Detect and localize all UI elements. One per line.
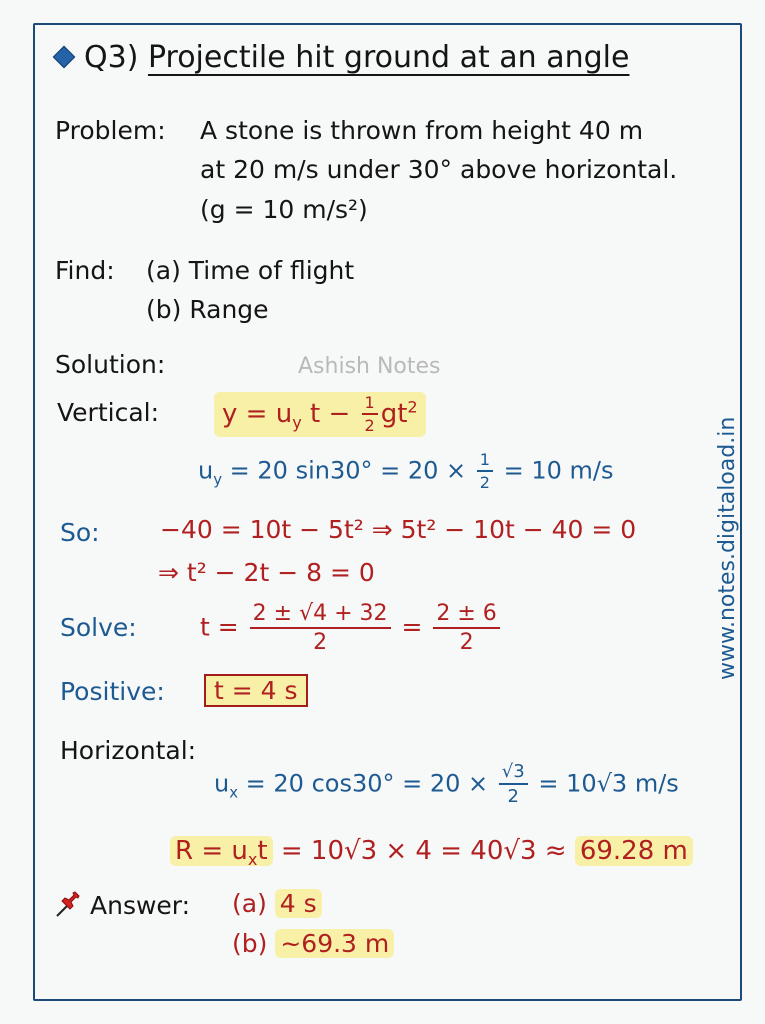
- time-result-box: t = 4 s: [204, 674, 308, 707]
- question-number: Q3): [84, 40, 139, 75]
- eq-sub: y: [213, 470, 223, 489]
- eq-part: t −: [310, 399, 351, 429]
- eq-part: u: [214, 769, 230, 798]
- solve-equation: [200, 603, 503, 654]
- answer-b-value: ~69.3 m: [275, 929, 394, 958]
- eq-part: = 20 sin30° = 20 ×: [229, 456, 467, 485]
- find-item-b: (b) Range: [146, 295, 269, 324]
- find-label: Find:: [55, 256, 115, 285]
- so-line-2: ⇒ t² − 2t − 8 = 0: [158, 558, 375, 587]
- pushpin-icon: [54, 889, 84, 925]
- horizontal-label: Horizontal:: [60, 736, 197, 765]
- so-label: So:: [60, 518, 100, 547]
- answer-a-value: 4 s: [275, 889, 322, 918]
- eq-part: u: [198, 456, 214, 485]
- eq-sub: x: [247, 850, 258, 870]
- frac-num: 1: [362, 395, 378, 415]
- answer-b: [232, 929, 394, 958]
- frac-num: √3: [499, 763, 528, 785]
- frac-den: 2: [507, 786, 519, 807]
- eq-sub: x: [229, 783, 239, 802]
- answer-b-label: (b): [232, 929, 268, 958]
- diamond-icon: [53, 45, 76, 68]
- eq-part: =: [401, 612, 423, 642]
- eq-part: t =: [200, 612, 239, 642]
- eq-part: R = u: [175, 836, 248, 866]
- find-item-a: (a) Time of flight: [146, 256, 355, 285]
- ux-equation: [214, 763, 679, 806]
- eq-sup: 2: [407, 397, 418, 417]
- eq-part: = 10√3 m/s: [538, 769, 679, 798]
- vertical-label: Vertical:: [57, 398, 160, 427]
- vertical-equation: [214, 392, 426, 437]
- problem-line-1: A stone is thrown from height 40 m: [200, 116, 644, 145]
- solution-label: Solution:: [55, 350, 166, 379]
- range-formula-highlight: [170, 836, 273, 870]
- eq-part: gt: [380, 399, 408, 429]
- watermark: Ashish Notes: [298, 354, 441, 379]
- range-equation: [170, 836, 693, 869]
- frac-den: 2: [479, 473, 490, 492]
- answer-a-label: (a): [232, 889, 267, 918]
- fraction-half: [477, 452, 493, 491]
- eq-part: = 10 m/s: [503, 456, 614, 485]
- problem-line-2: at 20 m/s under 30° above horizontal.: [200, 155, 678, 184]
- range-value-highlight: 69.28 m: [575, 836, 693, 866]
- frac-num: 2 ± √4 + 32: [250, 603, 391, 629]
- question-title-text: Projectile hit ground at an angle: [147, 40, 630, 75]
- answer-row: [54, 889, 190, 925]
- eq-part: = 10√3 × 4 = 40√3 ≈: [280, 836, 567, 866]
- problem-line-3: (g = 10 m/s²): [200, 195, 368, 224]
- so-line-1: −40 = 10t − 5t² ⇒ 5t² − 10t − 40 = 0: [160, 515, 637, 544]
- simplified-fraction: [433, 603, 499, 654]
- quadratic-fraction: [250, 603, 391, 654]
- positive-label: Positive:: [60, 677, 165, 706]
- frac-den: 2: [313, 630, 328, 655]
- uy-equation: [198, 452, 614, 491]
- problem-label: Problem:: [55, 116, 166, 145]
- frac-den: 2: [364, 416, 375, 435]
- answer-label: Answer:: [90, 891, 191, 920]
- question-title: [52, 40, 629, 75]
- fraction-half: [362, 395, 378, 434]
- eq-part: = 20 cos30° = 20 ×: [245, 769, 489, 798]
- answer-a: [232, 889, 322, 918]
- sqrt3-over-2: [499, 763, 528, 806]
- eq-part: t: [257, 836, 268, 866]
- frac-num: 2 ± 6: [433, 603, 499, 629]
- frac-num: 1: [477, 452, 493, 472]
- solve-label: Solve:: [60, 613, 137, 642]
- side-url: www.notes.digitaload.in: [715, 416, 740, 680]
- frac-den: 2: [459, 630, 474, 655]
- eq-part: y = u: [222, 399, 293, 429]
- eq-sub: y: [292, 413, 302, 433]
